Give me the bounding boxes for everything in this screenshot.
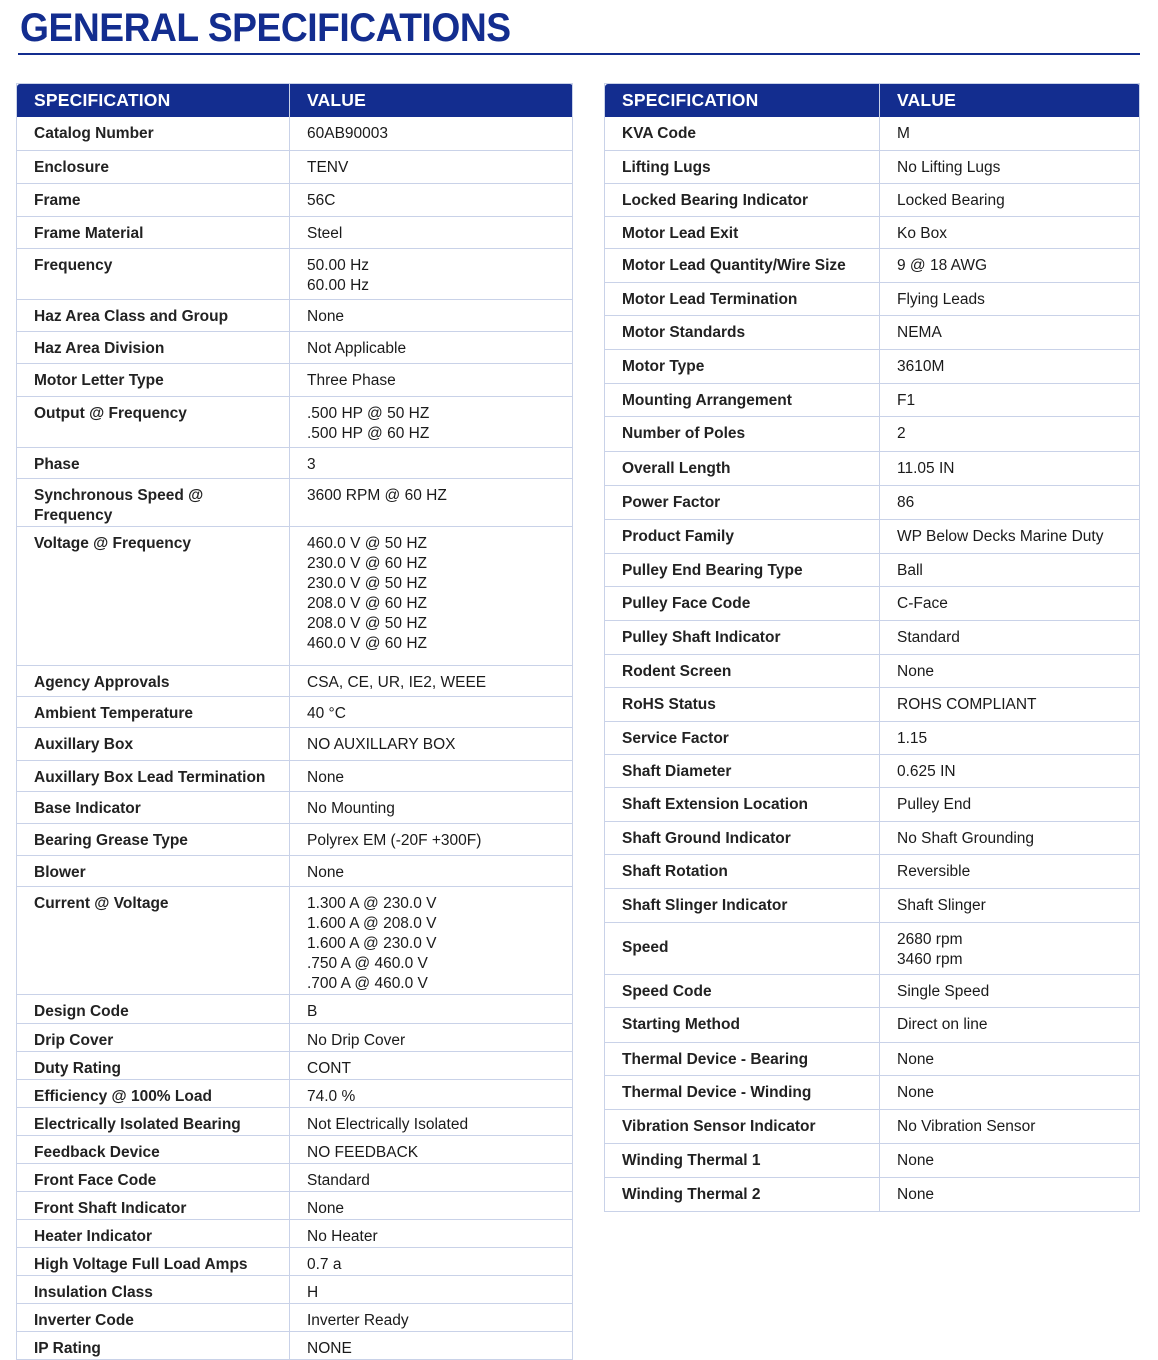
spec-value-line: No Vibration Sensor	[897, 1117, 1036, 1135]
spec-name: Electrically Isolated Bearing	[17, 1107, 290, 1135]
spec-name: Base Indicator	[17, 791, 290, 823]
table-row	[605, 821, 1140, 854]
spec-value	[880, 586, 1140, 620]
table-row	[605, 349, 1140, 383]
spec-value-line: Locked Bearing	[897, 191, 1005, 209]
spec-value	[290, 760, 573, 791]
spec-value	[290, 478, 573, 526]
spec-value	[290, 447, 573, 478]
table-row	[17, 1219, 573, 1247]
spec-name: Haz Area Division	[17, 331, 290, 363]
spec-name: Motor Type	[605, 349, 880, 383]
spec-value	[880, 721, 1140, 754]
spec-name: Service Factor	[605, 721, 880, 754]
column-header-specification: SPECIFICATION	[17, 84, 290, 118]
spec-value-line: Shaft Slinger	[897, 896, 986, 914]
spec-value-line: None	[307, 768, 345, 786]
spec-name: Auxillary Box Lead Termination	[17, 760, 290, 791]
spec-value	[880, 1143, 1140, 1177]
spec-value-line: 230.0 V @ 60 HZ	[307, 554, 427, 572]
spec-value	[290, 363, 573, 396]
spec-value	[290, 1191, 573, 1219]
spec-name: Efficiency @ 100% Load	[17, 1079, 290, 1107]
spec-value-line: 460.0 V @ 50 HZ	[307, 534, 427, 552]
spec-value-line: 1.15	[897, 729, 928, 747]
spec-value-line: 3610M	[897, 357, 945, 375]
spec-name: Catalog Number	[17, 117, 290, 150]
spec-value	[290, 1079, 573, 1107]
spec-name: Winding Thermal 2	[622, 1185, 761, 1203]
spec-name: Starting Method	[605, 1007, 880, 1042]
spec-value	[880, 620, 1140, 654]
spec-value-line: No Lifting Lugs	[897, 158, 1001, 176]
table-row	[17, 363, 573, 396]
spec-value	[880, 1109, 1140, 1143]
spec-name: Voltage @ Frequency	[17, 526, 290, 665]
table-row	[17, 1247, 573, 1275]
spec-value-line: Ko Box	[897, 224, 947, 242]
spec-value-line: 3	[307, 455, 316, 473]
spec-name: Pulley Shaft Indicator	[605, 620, 880, 654]
spec-name: Speed	[605, 922, 880, 974]
spec-value	[880, 451, 1140, 485]
spec-value	[880, 485, 1140, 519]
spec-value	[290, 331, 573, 363]
spec-name: RoHS Status	[605, 687, 880, 721]
spec-value	[880, 519, 1140, 553]
spec-value	[880, 416, 1140, 451]
table-row	[605, 888, 1140, 922]
spec-table-right	[604, 83, 1140, 1212]
spec-value	[880, 117, 1140, 150]
spec-value-line: 86	[897, 493, 915, 511]
spec-value	[880, 922, 1140, 974]
table-row	[605, 1042, 1140, 1075]
spec-value	[290, 183, 573, 216]
spec-value-line: NEMA	[897, 323, 942, 341]
spec-name: Inverter Code	[17, 1303, 290, 1331]
spec-value	[290, 248, 573, 299]
spec-value	[880, 1075, 1140, 1109]
spec-value	[290, 886, 573, 994]
table-row	[605, 654, 1140, 687]
spec-name: Power Factor	[605, 485, 880, 519]
spec-value	[290, 1163, 573, 1191]
spec-value	[290, 1023, 573, 1051]
spec-name: Phase	[17, 447, 290, 478]
spec-value-line: Three Phase	[307, 371, 396, 389]
spec-value	[290, 1247, 573, 1275]
spec-name: Thermal Device - Bearing	[605, 1042, 880, 1075]
spec-value	[290, 1051, 573, 1079]
table-row	[605, 754, 1140, 787]
spec-name: Speed Code	[605, 974, 880, 1007]
table-row	[17, 299, 573, 331]
spec-name: Feedback Device	[17, 1135, 290, 1163]
table-row	[605, 248, 1140, 282]
table-row	[17, 696, 573, 727]
table-row	[605, 974, 1140, 1007]
table-row	[17, 150, 573, 183]
spec-value	[880, 1177, 1140, 1211]
table-row	[17, 1051, 573, 1079]
spec-name: Pulley End Bearing Type	[605, 553, 880, 586]
spec-value-line: 0.625 IN	[897, 762, 956, 780]
table-row	[17, 665, 573, 696]
spec-value-line: 2680 rpm	[897, 930, 963, 948]
spec-name: Heater Indicator	[17, 1219, 290, 1247]
spec-value-line: Polyrex EM (-20F +300F)	[307, 831, 482, 849]
spec-value	[880, 654, 1140, 687]
spec-value	[290, 216, 573, 248]
table-row	[605, 787, 1140, 821]
table-row	[17, 1163, 573, 1191]
table-row	[605, 416, 1140, 451]
spec-name: Haz Area Class and Group	[17, 299, 290, 331]
spec-name: Thermal Device - Winding	[605, 1075, 880, 1109]
spec-name: Drip Cover	[17, 1023, 290, 1051]
spec-value	[880, 787, 1140, 821]
table-row	[605, 183, 1140, 216]
table-row	[605, 383, 1140, 416]
spec-value-line: NO AUXILLARY BOX	[307, 735, 456, 753]
table-row	[17, 760, 573, 791]
spec-value-line: 56C	[307, 191, 336, 209]
spec-name: Front Face Code	[17, 1163, 290, 1191]
spec-value	[880, 754, 1140, 787]
table-row	[605, 922, 1140, 974]
table-row	[17, 1135, 573, 1163]
table-header-row	[17, 84, 573, 118]
spec-value-line: NONE	[307, 1339, 352, 1357]
spec-value	[880, 216, 1140, 248]
spec-value	[290, 396, 573, 447]
spec-value	[290, 1275, 573, 1303]
spec-name: IP Rating	[34, 1339, 101, 1357]
spec-name: Vibration Sensor Indicator	[605, 1109, 880, 1143]
spec-value-line: None	[897, 1185, 935, 1203]
spec-value	[880, 553, 1140, 586]
table-row	[605, 485, 1140, 519]
spec-value	[290, 150, 573, 183]
spec-value-line: 11.05 IN	[897, 459, 955, 477]
table-row	[605, 553, 1140, 586]
spec-value-line: F1	[897, 391, 916, 409]
spec-name: Overall Length	[605, 451, 880, 485]
spec-value	[880, 1042, 1140, 1075]
spec-name: Design Code	[17, 994, 290, 1023]
table-row	[605, 451, 1140, 485]
table-row	[605, 586, 1140, 620]
spec-value	[290, 526, 573, 665]
spec-name: KVA Code	[605, 117, 880, 150]
spec-value-line: Single Speed	[897, 982, 990, 1000]
table-header-row	[605, 84, 1140, 118]
table-row	[17, 1331, 573, 1359]
spec-name: Number of Poles	[605, 416, 880, 451]
spec-name: Lifting Lugs	[605, 150, 880, 183]
spec-value	[880, 383, 1140, 416]
table-row	[17, 447, 573, 478]
column-header-value: VALUE	[290, 84, 573, 118]
spec-value	[290, 299, 573, 331]
spec-name: Synchronous Speed @ Frequency	[17, 478, 290, 526]
spec-value	[880, 821, 1140, 854]
spec-value-line: Standard	[307, 1171, 370, 1189]
spec-value-line: No Heater	[307, 1227, 378, 1245]
spec-name: Shaft Rotation	[605, 854, 880, 888]
spec-value-line: None	[897, 1083, 935, 1101]
spec-name: Shaft Slinger Indicator	[605, 888, 880, 922]
spec-value-line: 3600 RPM @ 60 HZ	[307, 486, 447, 504]
spec-name: Output @ Frequency	[17, 396, 290, 447]
table-row	[605, 1075, 1140, 1109]
spec-name: Auxillary Box	[17, 727, 290, 760]
spec-value-line: 2	[897, 424, 906, 442]
spec-value	[290, 1107, 573, 1135]
spec-value-line: None	[307, 1199, 345, 1217]
table-row	[17, 1303, 573, 1331]
spec-value-line: CONT	[307, 1059, 351, 1077]
table-row	[17, 331, 573, 363]
table-row	[17, 823, 573, 855]
spec-value-line: Reversible	[897, 862, 971, 880]
spec-name: Insulation Class	[17, 1275, 290, 1303]
spec-value-line: .700 A @ 460.0 V	[307, 974, 428, 992]
spec-name: Frame Material	[17, 216, 290, 248]
table-row	[605, 282, 1140, 315]
spec-name: Blower	[17, 855, 290, 886]
table-row	[17, 117, 573, 150]
spec-value-line: No Mounting	[307, 799, 395, 817]
spec-value-line: Not Applicable	[307, 339, 407, 357]
spec-value	[290, 855, 573, 886]
spec-value-line: Pulley End	[897, 795, 972, 813]
spec-value	[880, 349, 1140, 383]
spec-value-line: M	[897, 125, 910, 142]
spec-name: Motor Lead Termination	[605, 282, 880, 315]
table-row	[17, 183, 573, 216]
table-row	[605, 1177, 1140, 1211]
spec-value	[880, 150, 1140, 183]
table-row	[17, 248, 573, 299]
spec-name: Frame	[17, 183, 290, 216]
spec-value-line: 3460 rpm	[897, 950, 963, 968]
table-row	[17, 1079, 573, 1107]
spec-name: Motor Lead Quantity/Wire Size	[605, 248, 880, 282]
table-row	[605, 854, 1140, 888]
spec-value-line: Inverter Ready	[307, 1311, 409, 1329]
table-row	[17, 994, 573, 1023]
spec-table-left	[16, 83, 573, 1360]
spec-value-line: No Shaft Grounding	[897, 829, 1035, 847]
spec-name: Motor Standards	[605, 315, 880, 349]
spec-value-line: None	[307, 863, 345, 881]
spec-value	[290, 696, 573, 727]
spec-value	[880, 974, 1140, 1007]
table-row	[17, 1275, 573, 1303]
table-row	[17, 1191, 573, 1219]
title-divider	[18, 53, 1140, 55]
table-row	[17, 1023, 573, 1051]
spec-value-line: None	[897, 1050, 935, 1068]
spec-value-line: 230.0 V @ 50 HZ	[307, 574, 427, 592]
spec-value-line: 1.600 A @ 230.0 V	[307, 934, 437, 952]
spec-name: Pulley Face Code	[605, 586, 880, 620]
spec-value-line: None	[897, 1151, 935, 1169]
spec-value	[290, 117, 573, 150]
table-row	[605, 150, 1140, 183]
spec-name: Rodent Screen	[605, 654, 880, 687]
table-row	[605, 117, 1140, 150]
spec-value-line: 60AB90003	[307, 125, 389, 142]
spec-name: Product Family	[605, 519, 880, 553]
spec-value-line: None	[897, 662, 935, 680]
spec-value-line: 460.0 V @ 60 HZ	[307, 634, 427, 652]
spec-value-line: WP Below Decks Marine Duty	[897, 527, 1104, 545]
spec-name: Enclosure	[17, 150, 290, 183]
spec-value-line: TENV	[307, 158, 349, 176]
spec-value-line: 74.0 %	[307, 1087, 356, 1105]
spec-name: Current @ Voltage	[17, 886, 290, 994]
spec-name: Frequency	[17, 248, 290, 299]
spec-value-line: 0.7 a	[307, 1255, 342, 1273]
spec-name: Duty Rating	[17, 1051, 290, 1079]
spec-value	[880, 888, 1140, 922]
spec-value	[880, 282, 1140, 315]
spec-value-line: 50.00 Hz	[307, 256, 370, 274]
spec-value-line: 40 °C	[307, 704, 346, 722]
spec-value-line: .750 A @ 460.0 V	[307, 954, 428, 972]
table-row	[17, 791, 573, 823]
table-row	[605, 687, 1140, 721]
spec-value-line: Steel	[307, 224, 343, 242]
spec-name: Shaft Extension Location	[605, 787, 880, 821]
spec-name: Agency Approvals	[17, 665, 290, 696]
spec-value	[290, 994, 573, 1023]
spec-name: Bearing Grease Type	[17, 823, 290, 855]
spec-value-line: ROHS COMPLIANT	[897, 695, 1037, 713]
table-row	[17, 216, 573, 248]
spec-value	[880, 315, 1140, 349]
spec-name: Motor Lead Exit	[605, 216, 880, 248]
spec-value-line: NO FEEDBACK	[307, 1143, 419, 1161]
column-header-specification: SPECIFICATION	[605, 84, 880, 118]
table-row	[605, 1143, 1140, 1177]
spec-value-line: Not Electrically Isolated	[307, 1115, 469, 1133]
spec-value	[290, 1331, 573, 1359]
spec-value-line: 9 @ 18 AWG	[897, 256, 988, 274]
table-row	[17, 1107, 573, 1135]
spec-name: Mounting Arrangement	[605, 383, 880, 416]
spec-value	[290, 1135, 573, 1163]
spec-value-line: 60.00 Hz	[307, 276, 370, 294]
spec-name: Ambient Temperature	[17, 696, 290, 727]
spec-value-line: B	[307, 1002, 318, 1020]
spec-value	[880, 183, 1140, 216]
table-row	[605, 1109, 1140, 1143]
table-row	[17, 526, 573, 665]
spec-name: Locked Bearing Indicator	[605, 183, 880, 216]
table-row	[17, 396, 573, 447]
table-row	[605, 721, 1140, 754]
spec-value	[290, 1303, 573, 1331]
spec-value-line: Flying Leads	[897, 290, 985, 308]
spec-value-line: CSA, CE, UR, IE2, WEEE	[307, 673, 487, 691]
spec-value	[880, 1007, 1140, 1042]
table-row	[605, 315, 1140, 349]
spec-value-line: 208.0 V @ 60 HZ	[307, 594, 427, 612]
spec-value-line: .500 HP @ 50 HZ	[307, 404, 430, 422]
spec-value-line: 1.300 A @ 230.0 V	[307, 894, 437, 912]
spec-name: High Voltage Full Load Amps	[17, 1247, 290, 1275]
spec-name: Shaft Diameter	[605, 754, 880, 787]
spec-value	[290, 1219, 573, 1247]
spec-value-line: Direct on line	[897, 1015, 988, 1033]
table-row	[17, 886, 573, 994]
spec-name: Front Shaft Indicator	[17, 1191, 290, 1219]
table-row	[605, 216, 1140, 248]
page-title: GENERAL SPECIFICATIONS	[20, 6, 511, 50]
table-row	[17, 478, 573, 526]
spec-value	[290, 823, 573, 855]
table-row	[605, 519, 1140, 553]
table-row	[605, 1007, 1140, 1042]
spec-value-line: .500 HP @ 60 HZ	[307, 424, 430, 442]
spec-value-line: Standard	[897, 628, 960, 646]
spec-value	[290, 727, 573, 760]
spec-value	[880, 854, 1140, 888]
spec-value	[880, 687, 1140, 721]
table-row	[605, 620, 1140, 654]
spec-name: Shaft Ground Indicator	[605, 821, 880, 854]
column-header-value: VALUE	[880, 84, 1140, 118]
spec-value-line: C-Face	[897, 594, 948, 612]
spec-value-line: None	[307, 307, 345, 325]
spec-value	[290, 791, 573, 823]
spec-value	[290, 665, 573, 696]
spec-value-line: H	[307, 1283, 319, 1301]
table-row	[17, 855, 573, 886]
spec-value-line: 1.600 A @ 208.0 V	[307, 914, 437, 932]
spec-value-line: Ball	[897, 561, 923, 579]
spec-value-line: No Drip Cover	[307, 1031, 406, 1049]
spec-value-line: 208.0 V @ 50 HZ	[307, 614, 427, 632]
spec-name: Winding Thermal 1	[605, 1143, 880, 1177]
spec-name: Motor Letter Type	[17, 363, 290, 396]
table-row	[17, 727, 573, 760]
spec-value	[880, 248, 1140, 282]
